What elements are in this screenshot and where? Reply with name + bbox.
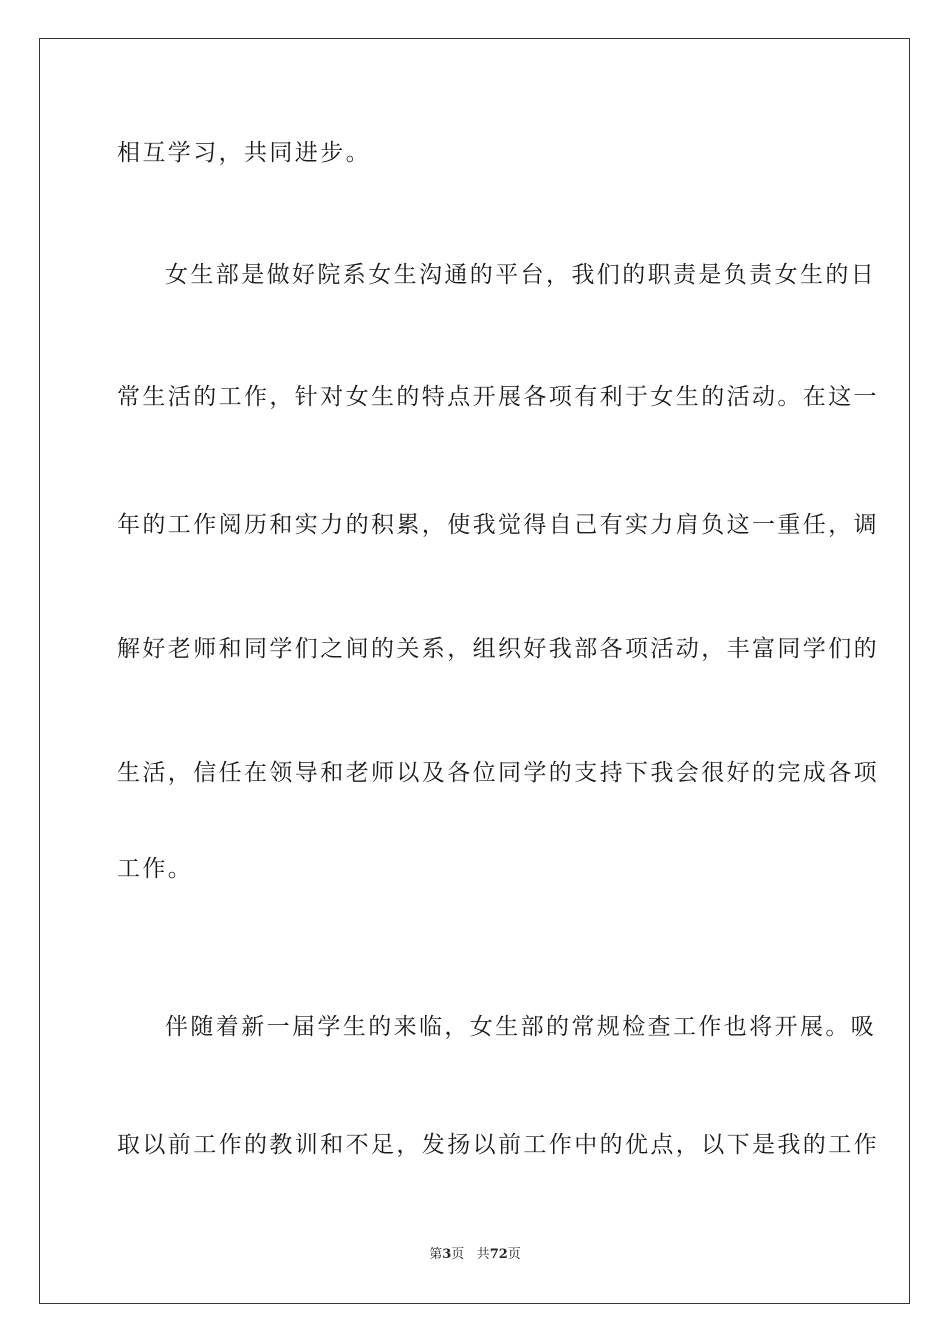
- paragraph-line-9: 取以前工作的教训和不足，发扬以前工作中的优点，以下是我的工作: [117, 1132, 879, 1158]
- paragraph-line-2: 女生部是做好院系女生沟通的平台，我们的职责是负责女生的日: [165, 262, 877, 288]
- footer-page-suffix: 页: [451, 1247, 465, 1262]
- paragraph-line-7: 工作。: [117, 856, 194, 882]
- footer-total-suffix: 页: [507, 1247, 521, 1262]
- paragraph-line-1: 相互学习，共同进步。: [117, 140, 371, 166]
- footer-page-number: 3: [442, 1247, 452, 1262]
- page-border: [39, 38, 910, 1304]
- paragraph-line-3: 常生活的工作，针对女生的特点开展各项有利于女生的活动。在这一: [117, 384, 879, 410]
- footer-total-prefix: 共: [476, 1247, 490, 1262]
- paragraph-line-4: 年的工作阅历和实力的积累，使我觉得自己有实力肩负这一重任，调: [117, 512, 879, 538]
- footer-total-pages: 72: [489, 1247, 508, 1262]
- paragraph-line-6: 生活，信任在领导和老师以及各位同学的支持下我会很好的完成各项: [117, 760, 879, 786]
- page-footer: [0, 1246, 950, 1264]
- footer-page-prefix: 第: [429, 1247, 443, 1262]
- paragraph-line-8: 伴随着新一届学生的来临，女生部的常规检查工作也将开展。吸: [165, 1014, 877, 1040]
- paragraph-line-5: 解好老师和同学们之间的关系，组织好我部各项活动，丰富同学们的: [117, 636, 879, 662]
